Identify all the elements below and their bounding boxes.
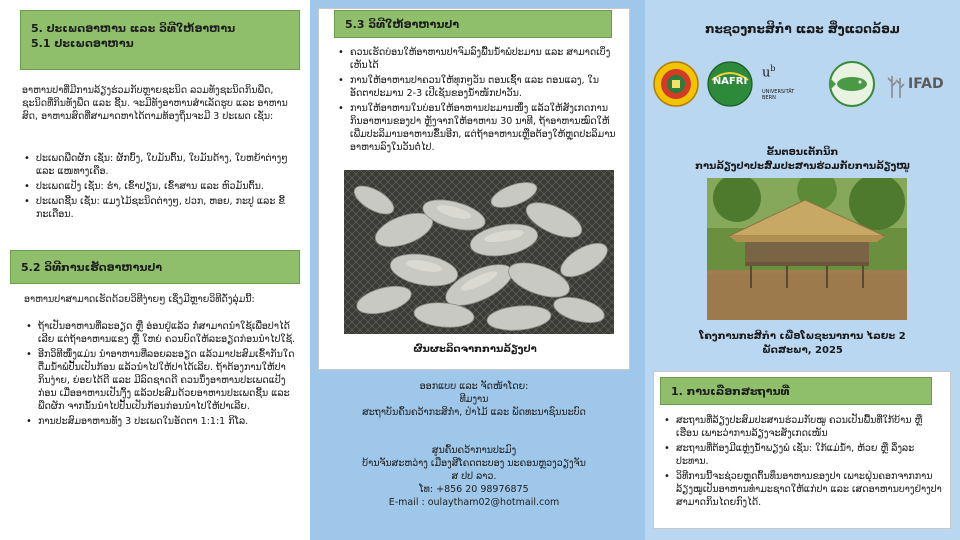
food-types-list (22, 152, 294, 223)
unibern-u: u (762, 65, 771, 81)
unibern-line1: UNIVERSITÄT (762, 89, 795, 96)
list-item: • ສະຖານທີ່ລ້ຽງປະສົມປະສານຮ່ວມກັບໝູ ຄວນເປັນພື້ນທີ່ໃກ້ບ້ານ ຫຼື ເຮືອນ ເພາະວ່າການລ້ຽງຈະສັງເກດເໜັນ (662, 414, 946, 440)
manual-title: ການລ້ຽງປາປະສົມປະສານຮ່ວມກັບການລ້ຽງໝູ (695, 161, 910, 172)
feed-making-intro: ອາຫານປາສາມາດເຮັດດ້ວຍວິທີງ່າຍໆ ເຊິ່ງມີຫຼາຍວິທີດັ່ງລຸ່ມນີ້: (24, 294, 255, 305)
list-item: • ສະຖານທີ່ຕ້ອງມີແຫຼ່ງນ້ຳພຽງພໍ ເຊັ່ນ: ໃກ້ແມ່ນ້ຳ, ຫ້ວຍ ຫຼື ລິ່ງລະປະທານ. (662, 442, 946, 468)
university-bern-logo (762, 62, 818, 108)
contact-block (318, 444, 630, 509)
ministry-logo (652, 60, 700, 108)
ifad-logo (886, 68, 952, 104)
list-item: • ການໃຫ້ອາຫານໃນບ່ອນໃຫ້ອາຫານປະມານໜຶ່ງ ແລ້ວໃຫ້ສັງເກດການກິນອາຫານຂອງປາ ຫຼັງຈາກໃຫ້ອາຫານ 30 ນາທີ, ຖ້າອາຫານໝົດໃຫ້ເພີ່ມປະລິມານອາຫານຂຶ້ນອີກ, ແຕ່ຖ້າອາຫານເຫຼືອຕ້ອງໃຫ້ຫຼຸດປະລິມານອາຫານລົງໃນວັນຕໍ່ໄປ. (336, 102, 618, 154)
section-5-3-header (334, 10, 612, 38)
contact-country: ສ ປປ ລາວ. (451, 471, 497, 482)
list-item: • ປະເພດຊີ້ນ ເຊັ່ນ: ແມງໄມ້ຊະນິດຕ່າງໆ, ປວກ, ຫອຍ, ກະປູ ແລະ ຂີ້ກະເດືອນ. (22, 195, 294, 221)
nafri-logo-text: NAFRI (712, 76, 748, 87)
design-label: ອອກແບບ ແລະ ຈັດໜ້າໂດຍ: (419, 381, 529, 392)
design-name: ທີມງານ (459, 394, 489, 405)
photo-caption: ຜົນຜະລິດຈາກການລ້ຽງປາ (413, 344, 537, 355)
list-item: • ຖ້າເປັນອາຫານທີ່ລະອຽດ ຫຼື ອ່ອນຢູ່ແລ້ວ ກໍ່ສາມາດນຳໃຊ້ເພື່ອປາໄດ້ເລີຍ ແຕ່ຖ້າອາຫານແຂງ ຫຼື ໃຫຍ່ ຄວນບົດໃຫ້ລະອຽດກ່ອນນຳໄປໃຊ້. (24, 320, 298, 346)
unibern-line2: BERN (762, 95, 776, 102)
list-item: • ວິທີການນີ້ຈະຊ່ວຍຫຼຸດຕົ້ນທຶນອາຫານຂອງປາ ເພາະຝຸ່ນຄອກຈາກການລ້ຽງໝູເປັນອາຫານທຳມະຊາດໃຫ້ແກ່ປາ ແລະ ເສດອາຫານບາງຢ່າງປາສາມາດກິນໄດຍກົງໄດ້. (662, 470, 946, 509)
feeding-list (336, 46, 618, 156)
pig-house-photo (707, 178, 907, 320)
section-5-title: 5. ປະເພດອາຫານ ແລະ ວິທີໃຫ້ອາຫານ (31, 22, 236, 35)
list-item: • ຄວນເຮັດບ່ອນໃຫ້ອາຫານປາຈົມລົງພື້ນນ້ຳພໍປະມານ ແລະ ສາມາດເບິ່ງເຫັນໄດ້ (336, 46, 618, 72)
site-selection-list (662, 414, 946, 511)
contact-address: ບ້ານຈັນສະຫວ່າງ ເມືອງສີໂຄດຕະບອງ ນະຄອນຫຼວງວຽງຈັນ (362, 458, 586, 469)
section-5-header (20, 10, 300, 70)
feed-making-list (24, 320, 298, 430)
project-name: ໂຄງການກະສິກຳ ເພື່ອໂພຊະນາການ ໄລຍະ 2 (699, 331, 906, 342)
list-item: • ອີກວິທີໜຶ່ງແມ່ນ ນຳອາຫານທີ່ລອຍລະອຽດ ແລ້ວມາປະສົມເຂົ້າກັນໃດຕື່ມນ້ຳພໍປັ້ນເປັນກ້ອນ ແລ້ວນຳໄປໃຫ້ປາໄດ້ເລີຍ. ຖ້າຕ້ອງການໃຫ້ປາກິນງ່າຍ, ຍ່ອຍໄດ້ດີ ແລະ ມີລົດຊາດດີ ຄວນນຶ່ງອາຫານປະເພດແປ້ງກ່ອນ ເມື່ອອາຫານເປັນງົ້ງ ແລ້ວປະສົມດ້ວຍອາຫານປະເພດຊີ້ນ ແລະ ພືດຜັກ ຈາກນັ້ນນຳໄປປັ້ນເປັນກ້ອນກ່ອນນຳໄປໃຫ້ປາເລີຍ. (24, 348, 298, 413)
logo-strip (650, 58, 955, 138)
list-item: • ປະເພດແປ້ງ ເຊັ່ນ: ຮຳ, ເຂົ້າປຽນ, ເຂົ້າສານ ແລະ ຫົວມັນຕົ້ນ. (22, 180, 294, 193)
manual-label: ຂັ້ນຕອນເຕັກນິກ (766, 147, 839, 158)
ifad-logo-text: IFAD (908, 76, 944, 92)
unibern-b: b (770, 64, 776, 73)
food-types-intro: ອາຫານປາທີ່ມີການລ້ຽງຮ່ວມກັບຫຼາຍຊະນິດ ລວມທັງຊະນິດກິນພືດ, ຊະນິດທີ່ກິນທັງພືດ ແລະ ຊີ້ນ. ຈະມີທັງອາຫານສຳເລັດຮູບ ແລະ ອາຫານສົດ, ອາຫານສົດທີ່ສາມາດຫາໄດ້ຕາມທ້ອງຖິ່ນຈະມີ 3 ປະເພດ ເຊັ່ນ: (22, 85, 288, 122)
section-1-title: 1. ການເລືອກສະຖານທີ່ (671, 385, 790, 398)
contact-email[interactable]: E-mail : oulaytham02@hotmail.com (388, 497, 560, 508)
fish-harvest-photo (344, 170, 614, 334)
list-item: • ປະເພດພືດຜັກ ເຊັ່ນ: ຜັກບົ້ງ, ໃບມັນຕົ້ນ, ໃບມັນດ້າງ, ໃບຫຍ້າຕ່າງໆ ແລະ ແໜທາງເຄືອ. (22, 152, 294, 178)
design-organization: ສະຖາບັນຄົ້ນຄວ້າກະສິກຳ, ປ່າໄມ້ ແລະ ພັດທະນາຊົນນະບົດ (362, 407, 586, 418)
nafri-logo (704, 60, 756, 108)
section-5-2-title: 5.2 ວິທີການເຮັດອາຫານປາ (21, 261, 163, 274)
fisheries-center-logo (822, 60, 882, 108)
credits-block (318, 380, 630, 419)
section-1-header (660, 377, 932, 405)
list-item: • ການໃຫ້ອາຫານປາຄວນໃຫ້ທຸກໆວັນ ຕອນເຊົ້າ ແລະ ຕອນແລງ, ໃນອັດຕາປະມານ 2-3 ເປີເຊັນຂອງນ້ຳໜັກປາວັນ. (336, 74, 618, 100)
project-date: ພັດສະພາ, 2025 (762, 345, 843, 356)
section-5-2-header (10, 250, 300, 284)
contact-center: ສູນຄົ້ນຄວ້າການປະມົງ (431, 445, 517, 456)
section-5-1-title: 5.1 ປະເພດອາຫານ (31, 37, 134, 50)
list-item: • ການປະສົມອາຫານທັງ 3 ປະເພດໃນອັດຕາ 1:1:1 ກິໂລ. (24, 415, 298, 428)
section-5-3-title: 5.3 ວິທີໃຫ້ອາຫານປາ (345, 18, 460, 31)
ministry-title: ກະຊວງກະສິກຳ ແລະ ສິ່ງແວດລ້ອມ (705, 22, 900, 36)
contact-phone: ໂທ: +856 20 98976875 (419, 484, 529, 495)
